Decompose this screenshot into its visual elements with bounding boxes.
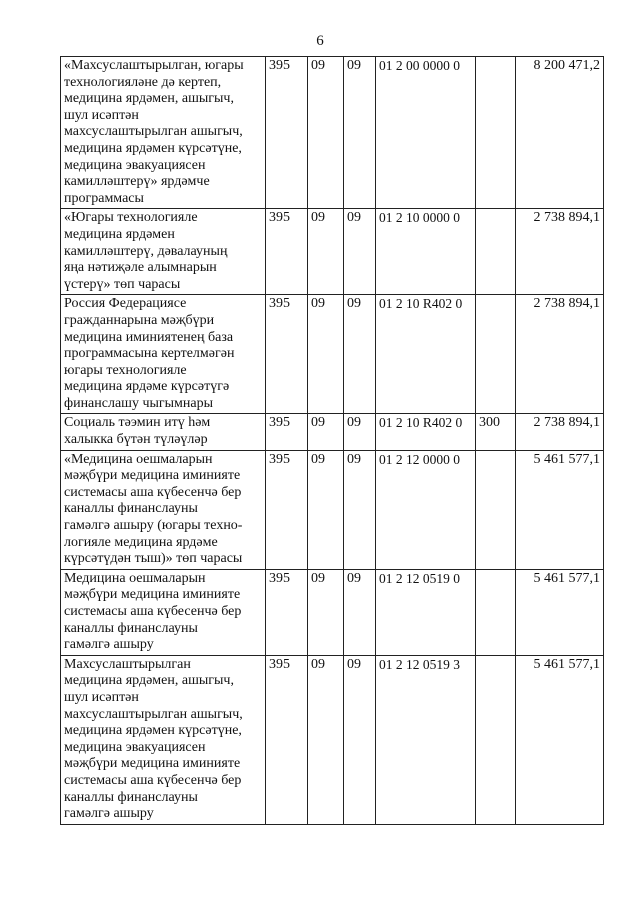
expense-type-cell	[476, 295, 516, 414]
item-name-line: каналлы финанслауны	[64, 789, 198, 805]
ministry-code-cell: 395	[266, 655, 308, 824]
amount-cell: 5 461 577,1	[516, 569, 604, 655]
section-code-cell: 09	[308, 569, 344, 655]
item-name-line: күрсәтүдән тыш)» төп чарасы	[64, 551, 243, 567]
amount-cell: 5 461 577,1	[516, 655, 604, 824]
item-name-line: халыкка бүтән түләүләр	[64, 432, 208, 448]
subsection-code-cell: 09	[344, 655, 376, 824]
expense-type-cell	[476, 57, 516, 209]
item-name-line: финанслашу чыгымнары	[64, 395, 214, 411]
item-name-line: гражданнарына мәҗбүри	[64, 312, 215, 328]
item-name-line: медицина эвакуациясен	[64, 739, 206, 755]
item-name-cell	[61, 414, 266, 450]
expense-type-cell: 300	[476, 414, 516, 450]
item-name-line: каналлы финанслауны	[64, 620, 198, 636]
item-name-line: Махсуслаштырылган	[64, 656, 191, 672]
subsection-code-cell: 09	[344, 209, 376, 295]
table-row	[61, 569, 604, 655]
item-name-line: мәҗбүри медицина иминияте	[64, 587, 241, 603]
item-name-line: Россия Федерациясе	[64, 296, 187, 312]
ministry-code-cell: 395	[266, 295, 308, 414]
item-name-line: системасы аша күбесенчә бер	[64, 604, 242, 619]
section-code-cell: 09	[308, 414, 344, 450]
ministry-code-cell: 395	[266, 57, 308, 209]
item-name-cell	[61, 655, 266, 824]
item-name-line: шул исәптән	[64, 689, 139, 705]
item-name-line: «Югары технологияле	[64, 210, 198, 226]
item-name-line: «Махсуслаштырылган, югары	[64, 58, 244, 73]
item-name-line: камилләштерү» ярдәмче	[64, 174, 210, 190]
table-row	[61, 295, 604, 414]
section-code-cell: 09	[308, 295, 344, 414]
target-article-cell: 01 2 12 0519 3	[376, 655, 476, 824]
section-code-cell: 09	[308, 57, 344, 209]
item-name-line: махсуслаштырылган ашыгыч,	[64, 124, 243, 140]
table-row	[61, 57, 604, 209]
item-name-line: медицина ярдәмен, ашыгыч,	[64, 673, 234, 689]
item-name-line: медицина эвакуациясен	[64, 157, 206, 173]
expense-type-cell	[476, 450, 516, 569]
item-name-line: программасы	[64, 190, 144, 206]
item-name-line: медицина ярдәмен күрсәтүне,	[64, 723, 242, 739]
item-name-line: махсуслаштырылган ашыгыч,	[64, 706, 243, 722]
expense-type-cell	[476, 209, 516, 295]
item-name-line: медицина ярдәмен, ашыгыч,	[64, 91, 234, 107]
item-name-line: яңа нәтиҗәле алымнарын	[64, 260, 217, 276]
item-name-line: медицина ярдәме күрсәтүгә	[64, 379, 230, 395]
expense-type-cell	[476, 655, 516, 824]
table-row	[61, 450, 604, 569]
amount-cell: 2 738 894,1	[516, 209, 604, 295]
item-name-line: каналлы финанслауны	[64, 501, 198, 517]
item-name-line: медицина ярдәмен	[64, 226, 175, 242]
item-name-line: программасына кертелмәгән	[64, 346, 235, 362]
item-name-line: системасы аша күбесенчә бер	[64, 772, 242, 788]
item-name-cell	[61, 209, 266, 295]
item-name-line: логияле медицина ярдәме	[64, 534, 218, 550]
item-name-line: гамәлгә ашыру	[64, 806, 154, 822]
budget-table-body	[61, 57, 604, 825]
subsection-code-cell: 09	[344, 57, 376, 209]
table-row	[61, 414, 604, 450]
amount-cell: 8 200 471,2	[516, 57, 604, 209]
item-name-line: Социаль тәэмин итү һәм	[64, 415, 211, 431]
target-article-cell: 01 2 10 R402 0	[376, 414, 476, 450]
page-number: 6	[316, 33, 324, 49]
section-code-cell: 09	[308, 209, 344, 295]
item-name-line: гамәлгә ашыру	[64, 637, 154, 653]
table-row	[61, 655, 604, 824]
item-name-cell	[61, 57, 266, 209]
item-name-line: мәҗбүри медицина иминияте	[64, 468, 241, 484]
item-name-line: медицина ярдәмен күрсәтүне,	[64, 140, 242, 156]
item-name-line: «Медицина оешмаларын	[64, 451, 213, 467]
amount-cell: 2 738 894,1	[516, 414, 604, 450]
amount-cell: 5 461 577,1	[516, 450, 604, 569]
ministry-code-cell: 395	[266, 414, 308, 450]
section-code-cell: 09	[308, 655, 344, 824]
amount-cell: 2 738 894,1	[516, 295, 604, 414]
ministry-code-cell: 395	[266, 569, 308, 655]
item-name-line: камилләштерү, дәвалауның	[64, 243, 228, 259]
subsection-code-cell: 09	[344, 569, 376, 655]
item-name-cell	[61, 450, 266, 569]
target-article-cell: 01 2 12 0000 0	[376, 450, 476, 569]
target-article-cell: 01 2 10 0000 0	[376, 209, 476, 295]
item-name-line: Медицина оешмаларын	[64, 570, 206, 586]
subsection-code-cell: 09	[344, 450, 376, 569]
expense-type-cell	[476, 569, 516, 655]
item-name-line: гамәлгә ашыру (югары техно-	[64, 518, 243, 534]
item-name-line: системасы аша күбесенчә бер	[64, 484, 242, 500]
subsection-code-cell: 09	[344, 295, 376, 414]
item-name-cell	[61, 295, 266, 414]
ministry-code-cell: 395	[266, 450, 308, 569]
item-name-line: үстерү» төп чарасы	[64, 276, 181, 292]
target-article-cell: 01 2 00 0000 0	[376, 57, 476, 209]
item-name-line: медицина иминиятенең база	[64, 329, 234, 345]
item-name-cell	[61, 569, 266, 655]
target-article-cell: 01 2 12 0519 0	[376, 569, 476, 655]
table-row	[61, 209, 604, 295]
ministry-code-cell: 395	[266, 209, 308, 295]
budget-table	[60, 56, 604, 825]
item-name-line: югары технологияле	[64, 362, 187, 378]
item-name-line: технологияләне дә кертеп,	[64, 74, 222, 90]
item-name-line: мәҗбүри медицина иминияте	[64, 756, 241, 772]
target-article-cell: 01 2 10 R402 0	[376, 295, 476, 414]
section-code-cell: 09	[308, 450, 344, 569]
subsection-code-cell: 09	[344, 414, 376, 450]
item-name-line: шул исәптән	[64, 107, 139, 123]
